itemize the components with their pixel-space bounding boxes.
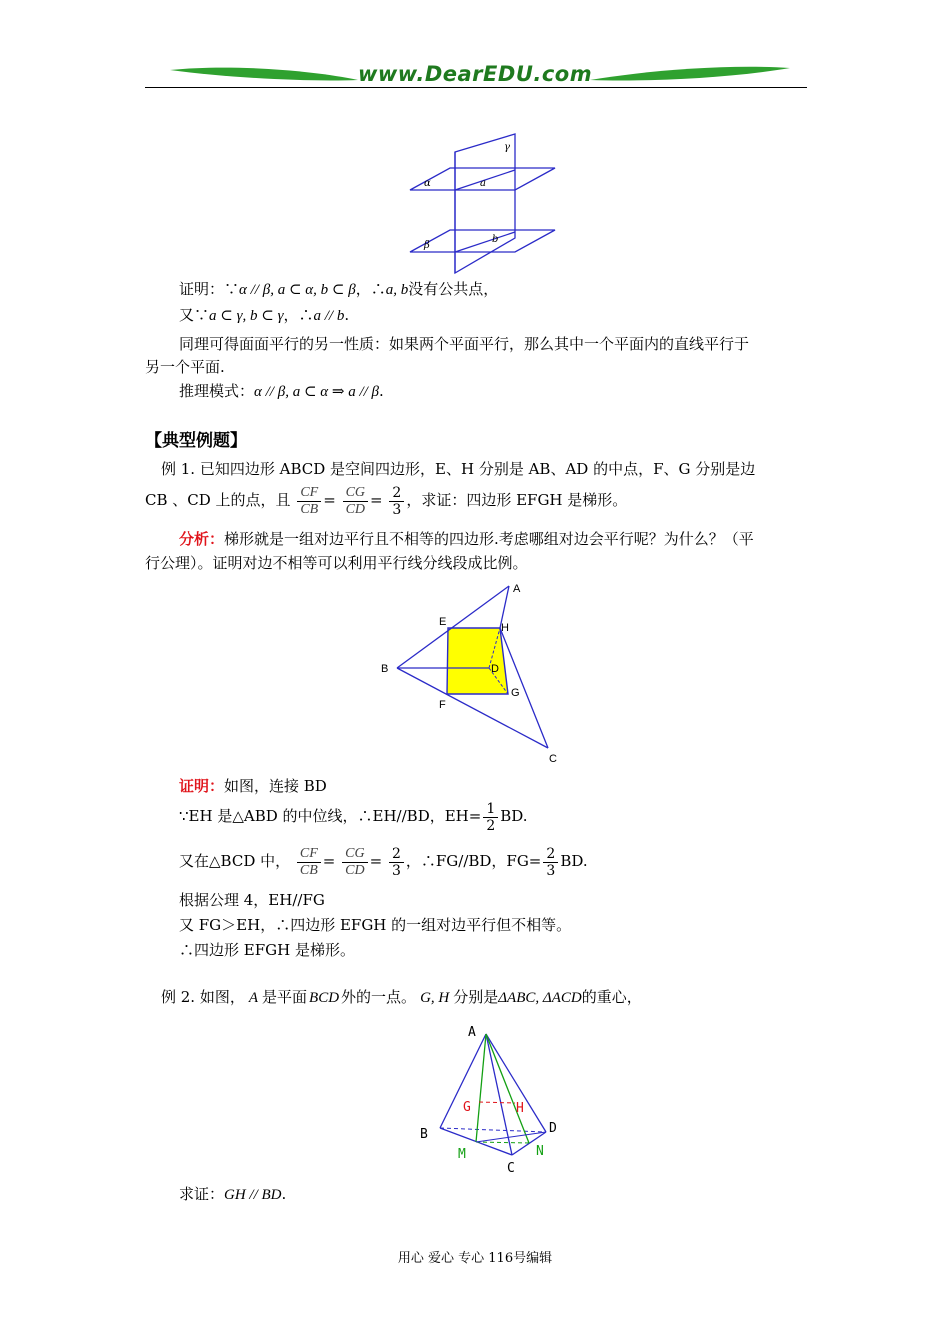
frac-cg-cd: $\frac{CG}{CD}$ [343,485,368,518]
analysis-line1: 分析：梯形就是一组对边平行且不相等的四边形.考虑哪组对边会平行呢？为什么？（平 [179,530,754,548]
label-F: F [439,699,446,711]
label-A: A [513,583,521,595]
proof2-line3: 又在△BCD 中， $\frac{CF}{CB}$ = $\frac{CG}{CD}$ = $\frac{2}{3}$ ，∴FG//BD，FG= $\frac{2}{3}$ BD. [179,845,588,879]
page-footer: 用心 爱心 专心 116号编辑 [397,1251,553,1266]
label-D: D [549,1121,557,1136]
frac-1-2: $\frac{1}{2}$ [483,801,498,834]
frac-cf-cb: $\frac{CF}{CB}$ [297,485,321,518]
tetrahedron-figure [412,1020,572,1178]
label-H: H [501,622,509,634]
label-G: G [511,687,520,699]
proof2-line6: ∴四边形 EFGH 是梯形。 [179,941,355,959]
label-H: H [516,1101,524,1116]
parallel-planes-figure [400,128,560,276]
example1-line1: 例 1. 已知四边形 ABCD 是空间四边形，E、H 分别是 AB、AD 的中点，F、G 分别是边 [161,460,756,478]
proof1-line4: 另一个平面. [145,358,225,376]
label-C: C [549,753,557,765]
proof1-line3: 同理可得面面平行的另一性质：如果两个平面平行，那么其中一个平面内的直线平行于 [179,335,750,353]
label-M: M [458,1147,466,1162]
label-a: a [480,178,486,189]
frac-2-3: $\frac{2}{3}$ [389,485,404,518]
label-N: N [536,1144,544,1159]
label-B: B [420,1127,428,1142]
label-G: G [463,1100,471,1115]
example2-prove-line: 求证：GH // BD. [179,1185,287,1203]
example2-line1: 例 2. 如图， A 是平面 BCD 外的一点。 G, H 分别是ΔABC, ΔACD的重心， [161,988,642,1006]
label-b: b [492,234,499,245]
proof2-line5: 又 FG＞EH，∴四边形 EFGH 的一组对边平行但不相等。 [179,916,572,934]
label-D: D [491,663,499,675]
label-gamma: γ [504,142,510,153]
trapezoid-figure [375,578,575,768]
proof2-line2: ∵EH 是△ABD 的中位线，∴EH//BD，EH= $\frac{1}{2}$ BD. [179,800,528,834]
proof2-line4: 根据公理 4，EH//FG [179,891,325,909]
analysis-line2: 行公理）。证明对边不相等可以利用平行线分线段成比例。 [145,554,528,572]
analysis-label: 分析： [179,530,225,548]
label-C: C [507,1161,515,1176]
section-title: 【典型例题】 [145,431,247,451]
proof1-line2: 又∵a ⊂ γ, b ⊂ γ，∴a // b. [179,306,350,324]
label-B: B [381,663,389,675]
example1-line2: CB 、CD 上的点，且 $\frac{CF}{CB}$ = $\frac{CG}{CD}$ = $\frac{2}{3}$ ，求证：四边形 EFGH 是梯形。 [145,484,628,518]
label-E: E [439,616,447,628]
site-logo-text: www.DearEDU.com [358,62,593,86]
proof1-line1: 证明：∵α // β, a ⊂ α, b ⊂ β，∴a, b没有公共点， [179,280,499,298]
proof2-line1: 证明：如图，连接 BD [179,777,327,795]
label-A: A [468,1025,476,1040]
label-beta: β [424,240,430,251]
header-rule [145,87,807,88]
proof1-line5: 推理模式：α // β, a ⊂ α ⇒ a // β. [179,382,384,400]
proof-label: 证明： [179,777,225,795]
label-alpha: α [424,178,431,189]
